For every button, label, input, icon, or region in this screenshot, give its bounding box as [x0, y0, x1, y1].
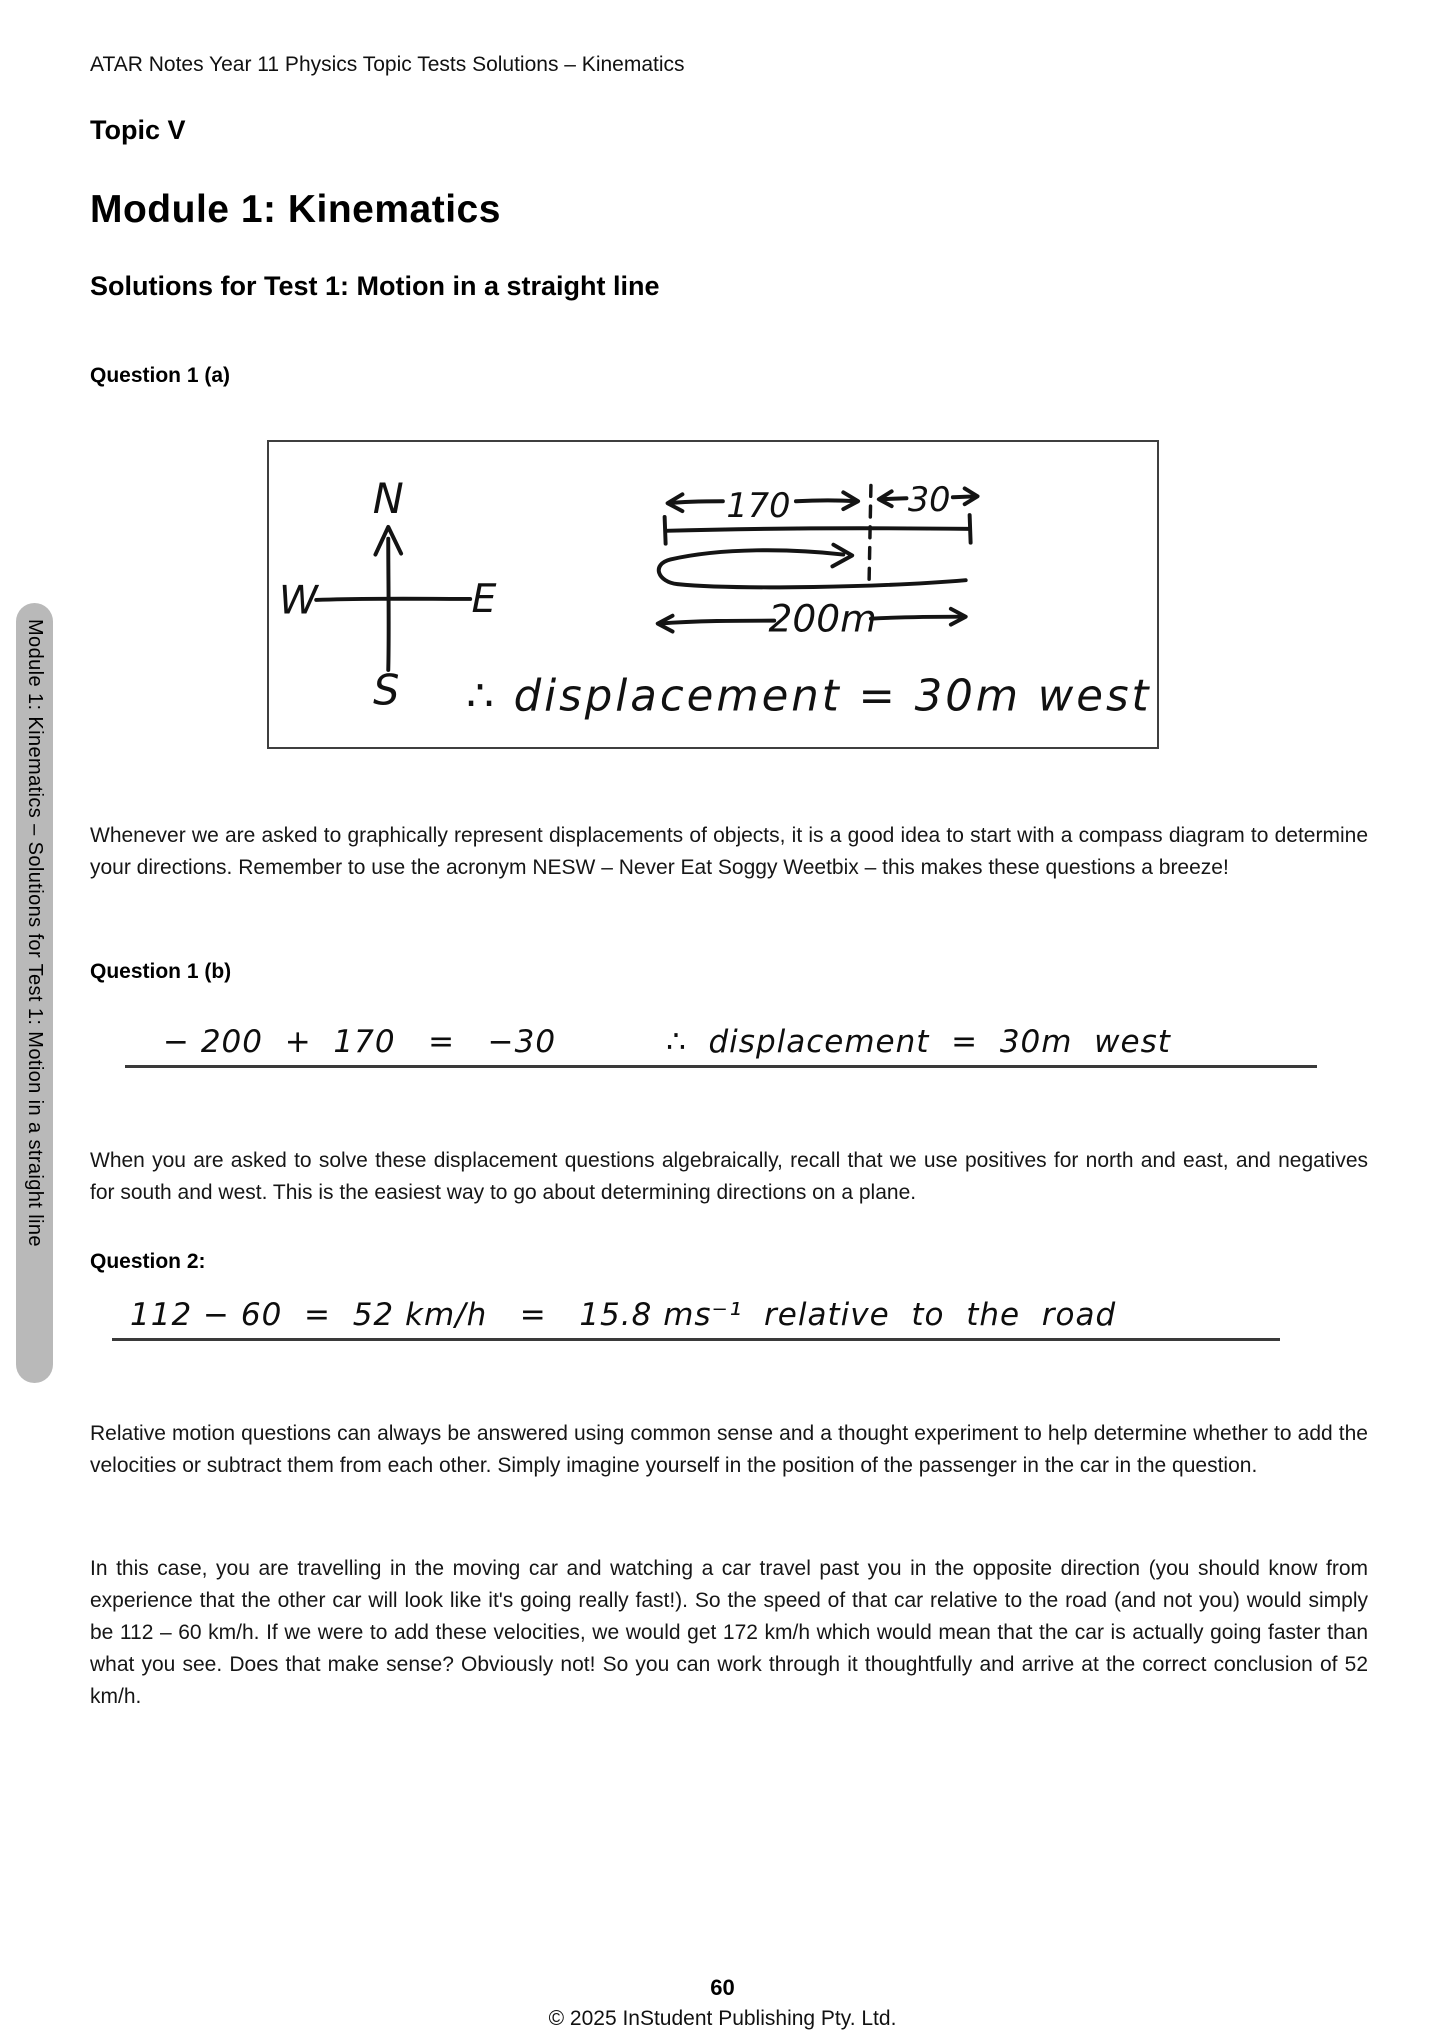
copyright-notice: © 2025 InStudent Publishing Pty. Ltd. [548, 2007, 897, 2030]
running-header: ATAR Notes Year 11 Physics Topic Tests Solutions – Kinematics [90, 53, 685, 76]
page-subtitle: Solutions for Test 1: Motion in a straight line [90, 271, 660, 301]
segment-measure-arrows [668, 480, 978, 588]
question-1a-diagram [267, 440, 1159, 749]
sidebar-tab [16, 603, 53, 1383]
compass-west-label: W [278, 577, 318, 624]
segment-170-label: 170 [726, 486, 791, 526]
total-distance-arrow [658, 597, 966, 641]
working-line: 112 − 60 = 52 km/h = 15.8 ms⁻¹ relative to the road [130, 1297, 1117, 1333]
question-1a-heading: Question 1 (a) [90, 364, 231, 387]
page-footer [0, 1975, 1445, 2031]
question-1b-heading: Question 1 (b) [90, 960, 232, 983]
compass-south-label: S [373, 666, 400, 715]
number-line [665, 515, 971, 544]
question-1b-working [125, 1016, 1317, 1068]
question-2-explanation-2: In this case, you are travelling in the moving car and watching a car travel past you in the opposite direction (you should know from experience that the other car will look like it's going really fast!). So the speed of that car relative to the road (and not you) would simply be 112 – 60 km/h. If we were to add these velocities, we would get 172 km/h which would mean that the car is actually going faster than what you see. Does that make sense? Obviously not! So you can work through it thoughtfully and arrive at the correct conclusion of 52 km/h. [90, 1557, 1368, 1708]
displacement-diagram-figure [269, 442, 1157, 747]
total-200m-label: 200m [768, 596, 877, 641]
diagram-conclusion-text: ∴ displacement = 30m west [466, 671, 1152, 722]
question-1a-explanation: Whenever we are asked to graphically represent displacements of objects, it is a good idea to start with a compass diagram to determine your directions. Remember to use the acronym NESW – Never Eat Soggy Weetbix – this makes these questions a breeze! [90, 824, 1368, 879]
sidebar-label: Module 1: Kinematics – Solutions for Test 1: Motion in a straight line [24, 619, 46, 1247]
travel-path-arrow [659, 545, 966, 588]
compass-icon [279, 475, 497, 714]
page-title: Module 1: Kinematics [90, 188, 501, 231]
question-2-explanation-1: Relative motion questions can always be answered using common sense and a thought experiment to help determine whether to add the velocities or subtract them from each other. Simply imagine yourself in the position of the passenger in the car in the question. [90, 1422, 1368, 1477]
question-1b-explanation: When you are asked to solve these displacement questions algebraically, recall that we use positives for north and east, and negatives for south and west. This is the easiest way to go about determining directions on a plane. [90, 1149, 1368, 1204]
compass-north-label: N [372, 475, 404, 524]
compass-east-label: E [471, 575, 497, 622]
page-number: 60 [710, 1975, 735, 2000]
question-2-heading: Question 2: [90, 1250, 206, 1273]
question-2-working [112, 1289, 1280, 1341]
working-expression: − 200 + 170 = −30 [163, 1024, 557, 1060]
segment-30-label: 30 [907, 480, 951, 520]
working-conclusion: ∴ displacement = 30m west [666, 1024, 1171, 1060]
topic-label: Topic V [90, 115, 186, 145]
